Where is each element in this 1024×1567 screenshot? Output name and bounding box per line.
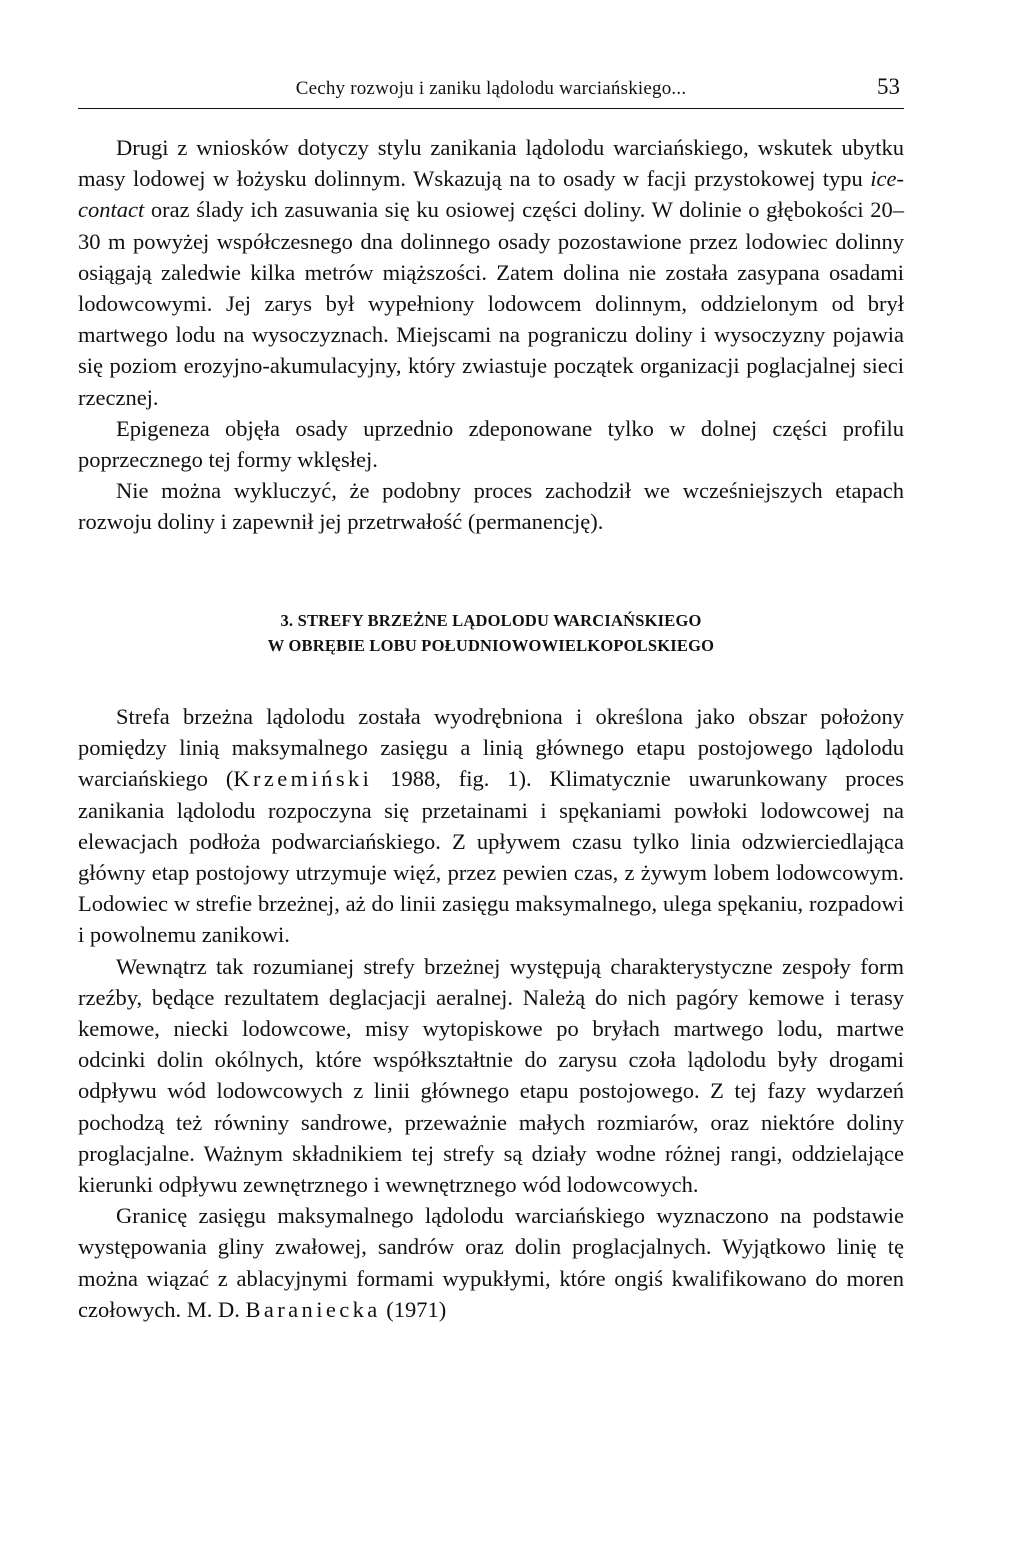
cited-author: Krzemiński: [233, 766, 373, 792]
paragraph-1-part-a: Drugi z wniosków dotyczy stylu zanikania lądolodu warciańskiego, wskutek ubytku masy lodowej w łożysku dolinnym. Wskazują na to osady w facji przystokowej typu: [78, 135, 904, 192]
paragraph-6-part-b: (1971): [380, 1296, 447, 1322]
paragraph-6: [78, 1200, 904, 1325]
paragraph-4-part-b: 1988, fig. 1). Klimatycznie uwarunkowany proces zanikania lądolodu rozpoczyna się przetainami i spękaniami powłoki lodowcowej na elewacjach podłoża podwarciańskiego. Z upływem czasu tylko linia odzwierciedlająca główny etap postojowy utrzymuje więź, przez pewien czas, z żywym lobem lodowcowym. Lodowiec w strefie brzeżnej, aż do linii zasięgu maksymalnego, ulega spękaniu, rozpadowi i powolnemu zanikowi.: [78, 766, 904, 948]
paragraph-4-part-a: Strefa brzeżna lądolodu została wyodrębniona i określona jako obszar położony pomiędzy linią maksymalnego zasięgu a linią głównego etapu postojowego lądolodu warciańskiego (: [78, 704, 904, 792]
body-text-bottom: [78, 701, 904, 1325]
page-number: 53: [877, 74, 900, 99]
section-heading-line-2: W OBRĘBIE LOBU POŁUDNIOWOWIELKOPOLSKIEGO: [267, 636, 715, 655]
paragraph-3: Nie można wykluczyć, że podobny proces zachodził we wcześniejszych etapach rozwoju doliny i zapewnił jej przetrwałość (permanencję).: [78, 478, 904, 535]
paragraph-5: Wewnątrz tak rozumianej strefy brzeżnej występują charakterystyczne zespoły form rzeźby, będące rezultatem deglacjacji aeralnej. Należą do nich pagóry kemowe i terasy kemowe, niecki lodowcowe, misy wytopiskowe po bryłach martwego lodu, martwe odcinki dolin okólnych, które współkształtnie do zarysu czoła lądolodu były drogami odpływu wód lodowcowych z linii głównego etapu postojowego. Z tej fazy wydarzeń pochodzą też równiny sandrowe, przeważnie małych rozmiarów, oraz niektóre doliny proglacjalne. Ważnym składnikiem tej strefy są działy wodne różnej rangi, oddzielające kierunki odpływu zewnętrznego i wewnętrznego wód lodowcowych.: [78, 953, 904, 1198]
paragraph-1-part-b: oraz ślady ich zasuwania się ku osiowej części doliny. W dolinie o głębokości 20–30 m powyżej współczesnego dna dolinnego osady pozostawione przez lodowiec dolinny osiągają zaledwie kilka metrów miąższości. Zatem dolina nie została zasypana osadami lodowcowymi. Jej zarys był wypełniony lodowcem dolinnym, oddzielonym od brył martwego lodu na wysoczyznach. Miejscami na pograniczu doliny i wysoczyzny pojawia się poziom erozyjno-akumulacyjny, który zwiastuje początek organizacji poglacjalnej sieci rzecznej.: [78, 197, 904, 410]
running-header: [78, 74, 904, 109]
paragraph-1: [78, 132, 904, 413]
paragraph-2: Epigeneza objęła osady uprzednio zdeponowane tylko w dolnej części profilu poprzecznego tej formy wklęsłej.: [78, 415, 904, 473]
running-title: Cechy rozwoju i zaniku lądolodu warciańskiego...: [295, 78, 687, 99]
paragraph-4: [78, 701, 904, 951]
section-heading-line-1: 3. STREFY BRZEŻNE LĄDOLODU WARCIAŃSKIEGO: [280, 611, 702, 630]
section-heading: [78, 608, 904, 658]
body-text-top: [78, 132, 904, 538]
italic-term: ice-contact: [78, 166, 904, 223]
cited-author: Baraniecka: [245, 1296, 381, 1322]
paragraph-6-part-a: Granicę zasięgu maksymalnego lądolodu warciańskiego wyznaczono na podstawie występowania gliny zwałowej, sandrów oraz dolin proglacjalnych. Wyjątkowo linię tę można wiązać z ablacyjnymi formami wypukłymi, które ongiś kwalifikowano do moren czołowych. M. D.: [78, 1203, 904, 1322]
